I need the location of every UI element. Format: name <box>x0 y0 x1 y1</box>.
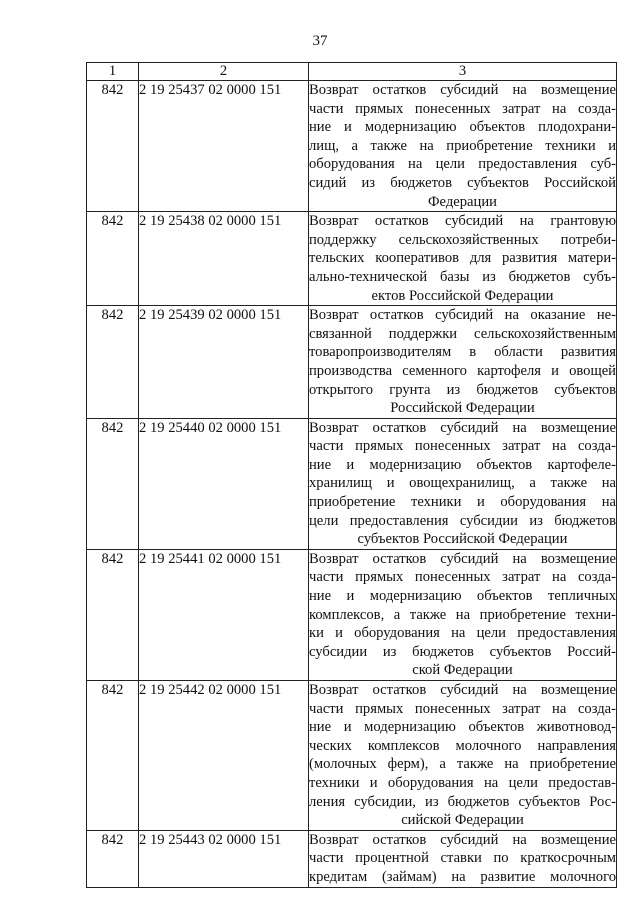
description-cell <box>309 306 617 419</box>
description-line: ние и модернизацию объектов животновод- <box>309 719 616 736</box>
description-line: ние и модернизацию объектов плодохрани- <box>309 119 616 136</box>
budget-code-cell: 2 19 25439 02 0000 151 <box>139 306 309 419</box>
description-line: ние и модернизацию объектов картофеле- <box>309 456 616 473</box>
admin-code-cell: 842 <box>87 418 139 549</box>
description-line: комплексов, а также на приобретение техни- <box>309 606 616 623</box>
description-line: лищ, а также на приобретение техники и <box>309 137 616 154</box>
description-line: товаропроизводителям в области развития <box>309 344 616 361</box>
description-line: связанной поддержки сельскохозяйственным <box>309 325 616 342</box>
description-line: Возврат остатков субсидий на возмещение <box>309 82 616 98</box>
description-line: части процентной ставки по краткосрочным <box>309 850 616 867</box>
description-line: Возврат остатков субсидий на возмещение <box>309 682 616 698</box>
budget-code-cell: 2 19 25442 02 0000 151 <box>139 681 309 831</box>
table-header <box>87 63 617 81</box>
description-line: ки и оборудования на цели предоставления <box>309 625 616 642</box>
description-line: Возврат остатков субсидий на возмещение <box>309 831 616 848</box>
description-line: техники и оборудования на цели предостав- <box>309 774 616 791</box>
description-line: Возврат остатков субсидий на возмещение <box>309 550 616 567</box>
table-row <box>87 681 617 831</box>
description-line: Возврат остатков субсидий на возмещение <box>309 419 616 436</box>
description-line: сийской Федерации <box>401 812 524 829</box>
description-line: цели предоставления субсидии из бюджетов <box>309 512 616 529</box>
description-line: (молочных ферм), а также на приобретение <box>309 756 616 773</box>
description-cell <box>309 830 617 887</box>
table-row <box>87 830 617 887</box>
description-line: тельских кооперативов для развития матери- <box>309 250 616 267</box>
description-line: оборудования на цели предоставления суб- <box>309 156 616 173</box>
table-row <box>87 81 617 212</box>
description-line: ческих комплексов молочного направления <box>309 737 616 754</box>
column-header-3: 3 <box>309 63 617 81</box>
description-line: части прямых понесенных затрат на созда- <box>309 700 616 717</box>
description-line: кредитам (займам) на развитие молочного <box>309 868 616 885</box>
budget-code-cell: 2 19 25440 02 0000 151 <box>139 418 309 549</box>
description-line: ально-технической базы из бюджетов субъ- <box>309 268 616 285</box>
description-line: ние и модернизацию объектов тепличных <box>309 588 616 605</box>
table-body <box>87 81 617 888</box>
description-line: части прямых понесенных затрат на созда- <box>309 100 616 117</box>
description-line: ской Федерации <box>412 662 513 679</box>
budget-codes-table <box>86 62 617 888</box>
admin-code-cell: 842 <box>87 212 139 306</box>
admin-code-cell: 842 <box>87 830 139 887</box>
table-row <box>87 549 617 680</box>
admin-code-cell: 842 <box>87 81 139 212</box>
description-line: ления субсидии, из бюджетов субъектов Рос- <box>309 793 616 810</box>
description-cell <box>309 681 617 831</box>
budget-code-cell: 2 19 25441 02 0000 151 <box>139 549 309 680</box>
description-line: Федерации <box>428 193 497 210</box>
description-line: Возврат остатков субсидий на грантовую <box>309 213 616 230</box>
admin-code-cell: 842 <box>87 306 139 419</box>
table-row <box>87 212 617 306</box>
table-row <box>87 306 617 419</box>
budget-code-cell: 2 19 25437 02 0000 151 <box>139 81 309 212</box>
description-line: приобретение техники и оборудования на <box>309 494 616 511</box>
admin-code-cell: 842 <box>87 549 139 680</box>
description-line: части прямых понесенных затрат на созда- <box>309 438 616 455</box>
description-cell <box>309 212 617 306</box>
description-line: сидий из бюджетов субъектов Российской <box>309 174 616 191</box>
description-line: субъектов Российской Федерации <box>357 531 568 548</box>
description-line: субсидии из бюджетов субъектов Россий- <box>309 643 616 660</box>
description-cell <box>309 549 617 680</box>
description-cell <box>309 81 617 212</box>
column-header-1: 1 <box>87 63 139 81</box>
description-line: Российской Федерации <box>390 400 535 417</box>
description-line: части прямых понесенных затрат на созда- <box>309 569 616 586</box>
admin-code-cell: 842 <box>87 681 139 831</box>
description-line: Возврат остатков субсидий на оказание не- <box>309 307 616 324</box>
description-line: ектов Российской Федерации <box>371 287 554 304</box>
table-row <box>87 418 617 549</box>
page-number: 37 <box>312 33 328 49</box>
description-line: открытого грунта из бюджетов субъектов <box>309 381 616 398</box>
column-header-2: 2 <box>139 63 309 81</box>
table-header-row <box>87 63 617 81</box>
budget-code-cell: 2 19 25438 02 0000 151 <box>139 212 309 306</box>
description-line: хранилищ и овощехранилищ, а также на <box>309 475 616 492</box>
budget-code-cell: 2 19 25443 02 0000 151 <box>139 830 309 887</box>
description-line: производства семенного картофеля и овощей <box>309 362 616 379</box>
description-line: поддержку сельскохозяйственных потреби- <box>309 231 616 248</box>
description-cell <box>309 418 617 549</box>
